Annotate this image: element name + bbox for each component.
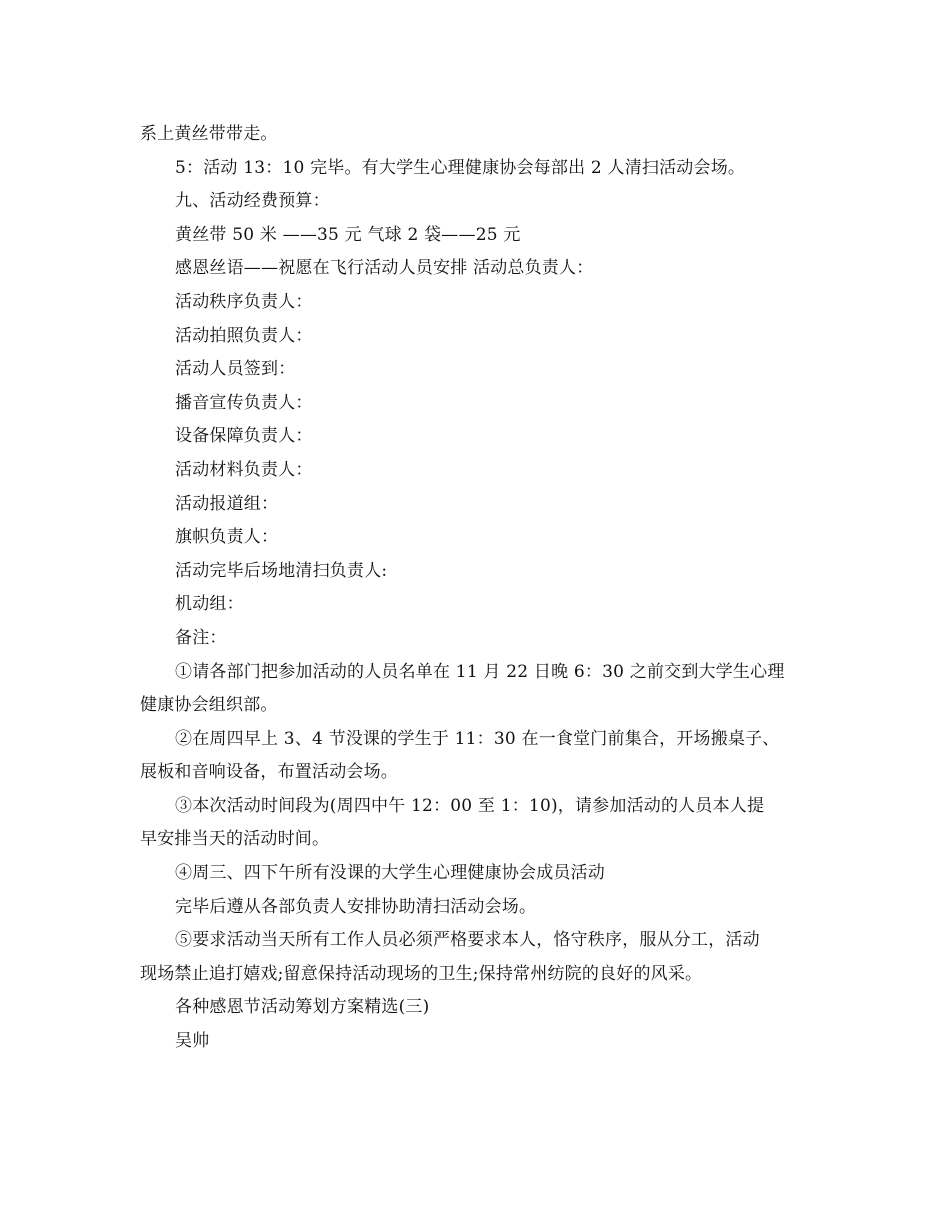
note-item-1: ①请各部门把参加活动的人员名单在 11 月 22 日晚 6：30 之前交到大学生心理 [175,661,785,682]
note-item-4-cont: 完毕后遵从各部负责人安排协助清扫活动会场。 [175,896,537,917]
text-line: 5：活动 13：10 完毕。有大学生心理健康协会每部出 2 人清扫活动会场。 [175,157,746,178]
note-item-4: ④周三、四下午所有没课的大学生心理健康协会成员活动 [175,863,605,884]
text-line: 旗帜负责人： [175,527,279,548]
document-body [140,118,820,1059]
note-item-5-cont: 现场禁止追打嬉戏;留意保持活动现场的卫生;保持常州纺院的良好的风采。 [140,963,703,984]
text-line: 活动秩序负责人： [175,291,313,312]
text-line: 活动完毕后场地清扫负责人: [175,560,388,581]
notes-heading: 备注： [175,627,227,648]
text-line: 活动拍照负责人： [175,325,313,346]
note-item-3-cont: 早安排当天的活动时间。 [140,829,330,850]
text-line: 黄丝带 50 米 ——35 元 气球 2 袋——25 元 [175,224,521,245]
text-line: 设备保障负责人： [175,426,313,447]
text-line: 活动材料负责人： [175,459,313,480]
text-line: 活动报道组： [175,493,279,514]
section-title: 各种感恩节活动筹划方案精选(三) [175,997,430,1018]
author-name: 吴帅 [175,1031,210,1052]
note-item-2-cont: 展板和音响设备，布置活动会场。 [140,762,398,783]
text-line: 活动人员签到： [175,359,296,380]
note-item-5: ⑤要求活动当天所有工作人员必须严格要求本人，恪守秩序，服从分工，活动 [175,930,760,951]
section-heading: 九、活动经费预算： [175,191,330,212]
text-line: 机动组： [175,594,244,615]
note-item-1-cont: 健康协会组织部。 [140,695,278,716]
note-item-2: ②在周四早上 3、4 节没课的学生于 11：30 在一食堂门前集合，开场搬桌子、 [175,728,780,749]
text-line: 系上黄丝带带走。 [140,124,278,144]
text-line: 感恩丝语——祝愿在飞行活动人员安排 活动总负责人： [175,258,594,279]
text-line: 播音宣传负责人： [175,392,313,413]
note-item-3: ③本次活动时间段为(周四中午 12：00 至 1：10)，请参加活动的人员本人提 [175,795,765,816]
